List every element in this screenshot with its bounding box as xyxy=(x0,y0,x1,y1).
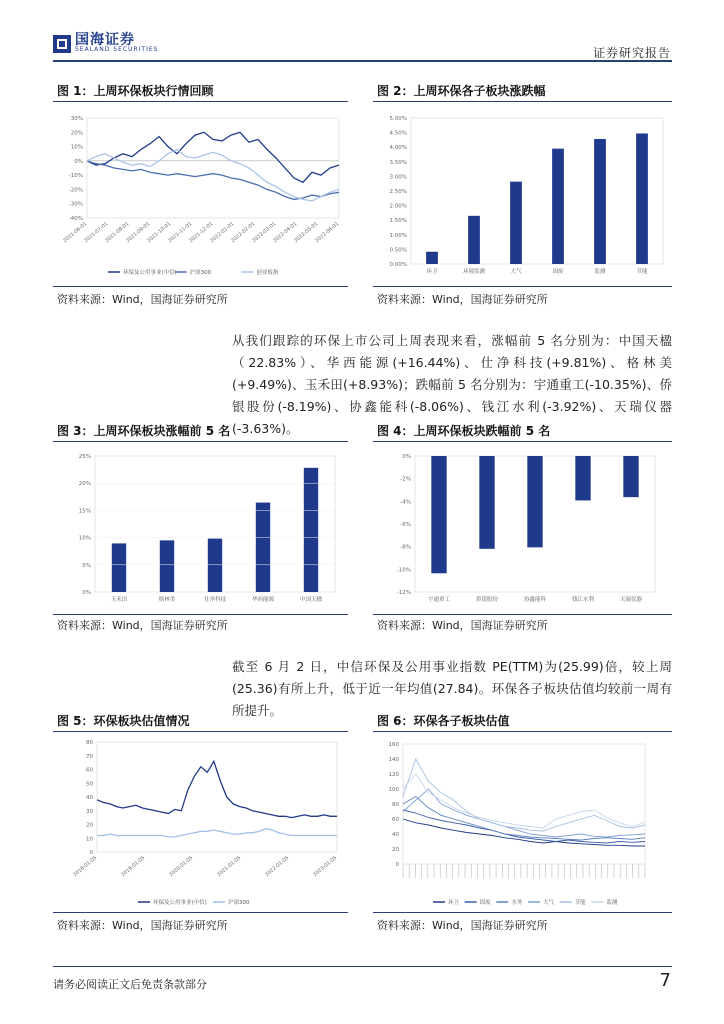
series-line xyxy=(403,789,645,837)
fig1-chart xyxy=(53,106,348,282)
legend-label: 节能 xyxy=(574,900,586,906)
y-tick-label: 60 xyxy=(86,767,93,774)
y-tick-label: 0% xyxy=(402,454,411,460)
bar xyxy=(431,456,446,573)
fig1-bottom-rule xyxy=(53,286,348,287)
y-tick-label: 10% xyxy=(78,535,91,542)
footer-disclaimer: 请务必阅读正文后免责条款部分 xyxy=(53,978,207,991)
y-tick-label: 10% xyxy=(70,144,83,151)
bar xyxy=(112,543,126,592)
series-line xyxy=(87,149,339,201)
brand-logo xyxy=(53,34,158,53)
y-tick-label: 20 xyxy=(392,847,399,853)
bar xyxy=(304,468,318,592)
x-category-label: 协鑫能科 xyxy=(523,597,547,603)
y-tick-label: 40 xyxy=(86,795,93,801)
fig5-bottom-rule xyxy=(53,912,348,913)
y-tick-label: -12% xyxy=(396,590,411,596)
x-category-label: 环境监测 xyxy=(462,269,486,275)
bar xyxy=(552,149,564,264)
y-tick-label: 140 xyxy=(388,757,399,763)
legend-label: 监测 xyxy=(606,900,618,906)
legend-label: 沪深300 xyxy=(228,900,250,906)
bar xyxy=(594,139,606,264)
x-tick-label: 2022-06-01 xyxy=(314,220,341,245)
bar xyxy=(510,182,522,264)
fig2-top-rule xyxy=(373,101,672,102)
fig4-top-rule xyxy=(373,441,672,442)
y-tick-label: 5.00% xyxy=(389,116,407,122)
bar xyxy=(623,456,638,497)
fig2-chart xyxy=(373,106,672,282)
y-tick-label: 20 xyxy=(86,822,93,829)
paragraph-valuation: 截至 6 月 2 日，中信环保及公用事业指数 PE(TTM)为(25.99)倍，较上周(25.36)有所上升，低于近一年均值(27.84)。环保各子板块估值均较前一周有所提升。 xyxy=(232,659,672,718)
series-line xyxy=(97,761,337,817)
fig6-top-rule xyxy=(373,731,672,732)
fig3-bottom-rule xyxy=(53,614,348,615)
x-category-label: 固废 xyxy=(552,269,564,275)
y-tick-label: 20% xyxy=(78,481,91,488)
fig5-title: 图 5：环保板块估值情况 xyxy=(57,714,190,728)
legend-label: 大气 xyxy=(543,900,555,906)
report-type: 证券研究报告 xyxy=(592,46,671,60)
x-category-label: 大气 xyxy=(510,269,522,275)
plot-area xyxy=(87,118,339,218)
y-tick-label: -4% xyxy=(400,499,411,506)
legend-label: 水务 xyxy=(511,900,523,906)
page-number: 7 xyxy=(659,970,671,991)
bar xyxy=(256,503,270,592)
y-tick-label: 15% xyxy=(78,508,91,515)
x-tick-label: 2022-02-01 xyxy=(230,220,257,245)
y-tick-label: 0.00% xyxy=(389,262,407,268)
x-tick-label: 2018-01-05 xyxy=(72,854,99,879)
logo-cn: 国海证券 xyxy=(75,32,135,48)
logo-icon xyxy=(53,35,71,53)
fig2-bottom-rule xyxy=(373,286,672,287)
x-category-label: 玉禾田 xyxy=(110,597,128,603)
x-tick-label: 2021-08-01 xyxy=(104,220,131,245)
x-tick-label: 2022-01-05 xyxy=(264,854,291,879)
x-category-label: 中国天楹 xyxy=(299,597,323,603)
fig3-source: 资料来源：Wind，国海证券研究所 xyxy=(57,619,228,632)
x-category-label: 节能 xyxy=(636,269,648,275)
y-tick-label: -40% xyxy=(68,216,83,222)
fig6-bottom-rule xyxy=(373,912,672,913)
x-category-label: 天瑞仪器 xyxy=(619,597,643,603)
y-tick-label: 3.00% xyxy=(389,174,407,181)
legend-label: 环保及公用事业(中信) xyxy=(153,900,207,906)
y-tick-label: 25% xyxy=(78,454,91,460)
series-line xyxy=(87,132,339,182)
fig6-chart xyxy=(373,736,672,908)
legend-label: 环保及公用事业(中信) xyxy=(123,270,177,276)
y-tick-label: 160 xyxy=(388,742,399,748)
y-tick-label: 0 xyxy=(89,850,93,856)
x-category-label: 华西能源 xyxy=(251,597,275,603)
bar xyxy=(636,133,648,264)
x-category-label: 环卫 xyxy=(426,269,438,275)
y-tick-label: -20% xyxy=(68,187,83,194)
header-divider xyxy=(53,60,672,62)
y-tick-label: 0 xyxy=(395,862,399,868)
x-tick-label: 2021-06-01 xyxy=(62,220,89,245)
y-tick-label: 80 xyxy=(86,740,93,746)
y-tick-label: -2% xyxy=(400,476,411,483)
plot-area xyxy=(403,744,645,864)
y-tick-label: 50 xyxy=(86,781,93,788)
x-tick-label: 2023-01-05 xyxy=(312,854,339,879)
fig3-chart xyxy=(53,446,348,610)
fig4-chart xyxy=(373,446,672,610)
y-tick-label: -10% xyxy=(396,567,411,574)
fig6-title: 图 6：环保各子板块估值 xyxy=(377,714,510,728)
y-tick-label: 0.50% xyxy=(389,247,407,254)
y-tick-label: 1.00% xyxy=(389,232,407,239)
y-tick-label: 30 xyxy=(86,808,93,815)
y-tick-label: -6% xyxy=(400,522,411,528)
x-tick-label: 2019-01-05 xyxy=(120,854,147,879)
fig4-bottom-rule xyxy=(373,614,672,615)
y-tick-label: 0% xyxy=(74,158,83,165)
x-tick-label: 2022-05-01 xyxy=(293,220,320,245)
series-line xyxy=(97,829,337,837)
y-tick-label: -8% xyxy=(400,544,411,551)
x-tick-label: 2022-03-01 xyxy=(251,220,278,245)
x-tick-label: 2021-12-01 xyxy=(188,220,215,245)
x-tick-label: 2022-01-01 xyxy=(209,220,236,245)
y-tick-label: 40 xyxy=(392,832,399,838)
legend-label: 创业板指 xyxy=(256,270,279,276)
fig5-source: 资料来源：Wind，国海证券研究所 xyxy=(57,919,228,932)
y-tick-label: 2.00% xyxy=(389,203,407,210)
paragraph-performance: 从我们跟踪的环保上市公司上周表现来看，涨幅前 5 名分别为：中国天楹（22.83%）、华西能源(+16.44%)、仕净科技(+9.81%)、格林美(+9.49%)、玉禾田(+8.93%)；跌幅前 5 名分别为：宇通重工(-10.35%)、侨银股份(-8.19%)、协鑫能科(-8.06%)、钱江水利(-3.92%)、天瑞仪器(-3.63%)。 xyxy=(232,333,672,436)
series-line xyxy=(87,161,339,200)
x-tick-label: 2021-10-01 xyxy=(146,220,173,245)
fig1-top-rule xyxy=(53,101,348,102)
y-tick-label: 80 xyxy=(392,802,399,808)
y-tick-label: 30% xyxy=(70,116,83,122)
bar xyxy=(527,456,542,547)
y-tick-label: 10 xyxy=(86,836,93,843)
y-tick-label: 4.00% xyxy=(389,145,407,152)
y-tick-label: 20% xyxy=(70,130,83,137)
y-tick-label: 120 xyxy=(388,772,399,778)
y-tick-label: 3.50% xyxy=(389,159,407,166)
x-tick-label: 2021-07-01 xyxy=(83,220,110,245)
fig1-source: 资料来源：Wind，国海证券研究所 xyxy=(57,293,228,306)
y-tick-label: 1.50% xyxy=(389,218,407,225)
fig1-title: 图 1：上周环保板块行情回顾 xyxy=(57,84,214,98)
fig3-top-rule xyxy=(53,441,348,442)
footer-divider xyxy=(53,966,672,967)
y-tick-label: 0% xyxy=(82,590,91,596)
x-tick-label: 2021-11-01 xyxy=(167,220,194,245)
logo-en: SEALAND SECURITIES xyxy=(75,46,159,53)
y-tick-label: -10% xyxy=(68,173,83,180)
x-category-label: 宇通重工 xyxy=(427,597,451,603)
x-tick-label: 2020-01-05 xyxy=(168,854,195,879)
fig4-source: 资料来源：Wind，国海证券研究所 xyxy=(377,619,548,632)
y-tick-label: 5% xyxy=(82,562,91,569)
x-category-label: 格林美 xyxy=(158,597,176,603)
bar xyxy=(208,539,222,592)
y-tick-label: 100 xyxy=(388,787,399,793)
legend-label: 固废 xyxy=(479,900,491,906)
fig4-title: 图 4：上周环保板块跌幅前 5 名 xyxy=(377,424,551,438)
x-category-label: 侨银股份 xyxy=(475,597,499,603)
plot-area xyxy=(411,118,663,264)
fig5-chart xyxy=(53,736,348,908)
x-category-label: 监测 xyxy=(594,269,606,275)
fig5-top-rule xyxy=(53,731,348,732)
bar xyxy=(160,540,174,592)
bar xyxy=(426,252,438,264)
x-category-label: 仕净科技 xyxy=(203,597,227,603)
y-tick-label: 60 xyxy=(392,817,399,823)
fig2-source: 资料来源：Wind，国海证券研究所 xyxy=(377,293,548,306)
y-tick-label: 70 xyxy=(86,753,93,760)
y-tick-label: -30% xyxy=(68,201,83,208)
bar xyxy=(575,456,590,500)
y-tick-label: 4.50% xyxy=(389,130,407,137)
bar xyxy=(468,216,480,264)
legend-label: 沪深300 xyxy=(189,270,212,276)
x-category-label: 钱江水利 xyxy=(571,597,595,603)
fig2-title: 图 2：上周环保各子板块涨跌幅 xyxy=(377,84,546,98)
fig3-title: 图 3：上周环保板块涨幅前 5 名 xyxy=(57,424,231,438)
legend-label: 环卫 xyxy=(448,900,460,906)
x-tick-label: 2021-09-01 xyxy=(125,220,152,245)
x-tick-label: 2021-01-05 xyxy=(216,854,243,879)
x-tick-label: 2022-04-01 xyxy=(272,220,299,245)
y-tick-label: 2.50% xyxy=(389,189,407,195)
fig6-source: 资料来源：Wind，国海证券研究所 xyxy=(377,919,548,932)
bar xyxy=(479,456,494,549)
